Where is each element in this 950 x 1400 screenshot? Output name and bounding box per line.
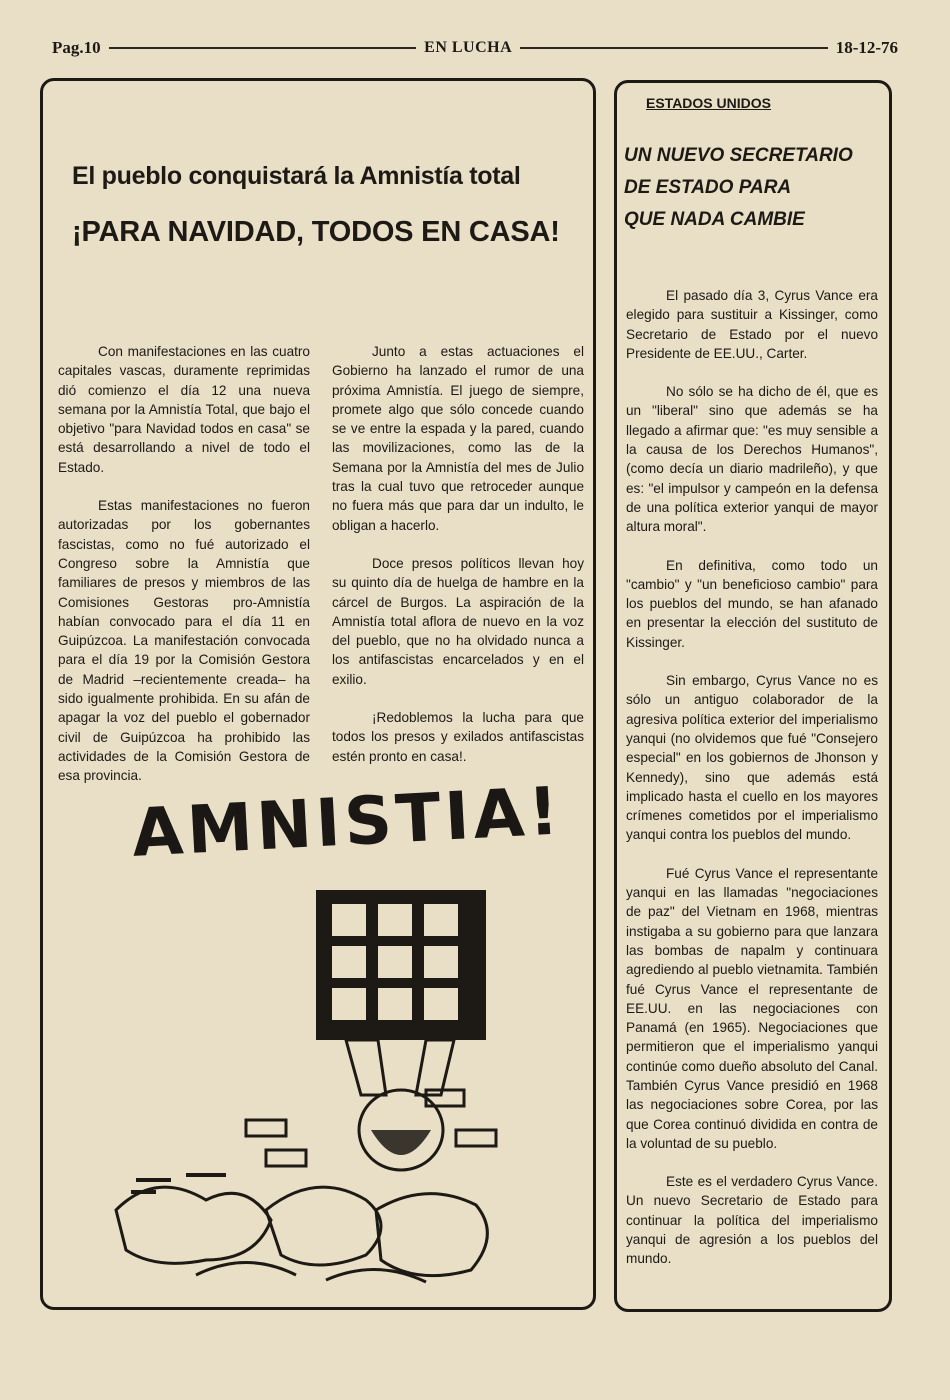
paragraph: Estas manifestaciones no fueron autorizadas por los gobernantes fascistas, como no fué autorizado el Congreso sobre la Amnistía que familiares de presos y miembros de las Comisiones Gestoras pro-Amnistía habían convocado para el día 11 en Guipúzcoa. La manifestación convocada para el día 19 por la Comisión Gestora de Madrid –recientemente creada– ha sido igualmente prohibida. En su afán de apagar la voz del pueblo el gobernador civil de Guipúzcoa ha prohibido las actividades de la Comisión Gestora de esa provincia. (58, 498, 310, 784)
issue-date: 18-12-76 (835, 38, 899, 57)
page-header (52, 38, 898, 58)
page-number: Pag.10 (52, 38, 101, 57)
paragraph: Sin embargo, Cyrus Vance no es sólo un antiguo colaborador de la agresiva política exterior del imperialismo yanqui (no olvidemos que fué "Consejero especial" en los gobiernos de Jhonson y Kennedy), sino que además está implicado hasta el cuello en los mayores crímenes cometidos por el imperialismo yanqui contra los pueblos del mundo. (626, 673, 878, 843)
title-line: QUE NADA CAMBIE (624, 209, 805, 230)
left-column-2 (332, 342, 584, 785)
paragraph: ¡Redoblemos la lucha para que todos los presos y exilados antifascistas estén pronto en casa!. (332, 710, 584, 764)
header-rule-right (520, 47, 828, 49)
right-article-body (626, 286, 878, 1288)
left-subheadline: ¡PARA NAVIDAD, TODOS EN CASA! (72, 216, 560, 248)
paragraph: En definitiva, como todo un "cambio" y "un beneficioso cambio" para los pueblos del mundo, se han afanado en presentar la elección del sustituto de Kissinger. (626, 557, 878, 650)
paragraph: Este es el verdadero Cyrus Vance. Un nuevo Secretario de Estado para continuar la política del imperialismo yanqui de agresión a los pueblos del mundo. (626, 1174, 878, 1267)
paragraph: Doce presos políticos llevan hoy su quinto día de huelga de hambre en la cárcel de Burgos. La aspiración de la Amnistía total aflora de nuevo en la voz del pueblo, que no ha olvidado nunca a los antifascistas encarcelados y en el exilio. (332, 555, 584, 687)
publication-name: EN LUCHA (424, 39, 513, 56)
right-article-title (624, 140, 886, 236)
paragraph: Con manifestaciones en las cuatro capitales vascas, duramente reprimidas dió comienzo el día 12 una nueva semana por la Amnistía Total, que bajo el objetivo "para Navidad todos en casa" se está desarrollando a nivel de todo el Estado. (58, 344, 310, 475)
left-headline: El pueblo conquistará la Amnistía total (72, 162, 521, 190)
header-rule-left (109, 47, 417, 49)
paragraph: No sólo se ha dicho de él, que es un "liberal" sino que además se ha llegado a afirmar que: "es muy sensible a la causa de los Derechos Humanos", (como decía un diario madrileño), y que es: "el impulsor y campeón en la defensa de una política exterior yanqui de mayor altura moral". (626, 384, 878, 535)
title-line: UN NUEVO SECRETARIO (624, 145, 853, 166)
prisoner-window-illustration (96, 880, 516, 1300)
paragraph: Junto a estas actuaciones el Gobierno ha lanzado el rumor de una próxima Amnistía. El juego de siempre, promete algo que sólo concede cuando se ve entre la espada y la pared, cuando las movilizaciones, como las de la Semana por la Amnistía del mes de Julio tras la cual tuvo que retroceder aunque no fuera más que para dar un indulto, le obligan a hacerlo. (332, 344, 584, 533)
left-column-1 (58, 342, 310, 805)
title-line: DE ESTADO PARA (624, 177, 792, 198)
paragraph: Fué Cyrus Vance el representante yanqui en las llamadas "negociaciones de paz" del Vietnam en 1968, mientras instigaba a su gobierno para que lanzara las bombas de napalm y continuara agrediendo al pueblo vietnamita. También fué Cyrus Vance el representante de EE.UU. en las negociaciones con Panamá (en 1965). Negociaciones que permitieron que el imperialismo yanqui continúe como dueño absoluto del Canal. También Cyrus Vance presidió en 1968 las negociaciones sobre Corea, por las que Corea continuó dividida en contra de la voluntad de su pueblo. (626, 865, 878, 1151)
amnistia-illustration-title: AMNISTIA! (130, 772, 565, 872)
section-label: ESTADOS UNIDOS (646, 95, 771, 111)
paragraph: El pasado día 3, Cyrus Vance era elegido para sustituir a Kissinger, como Secretario de Estado por el nuevo Presidente de EE.UU., Carter. (626, 288, 878, 361)
